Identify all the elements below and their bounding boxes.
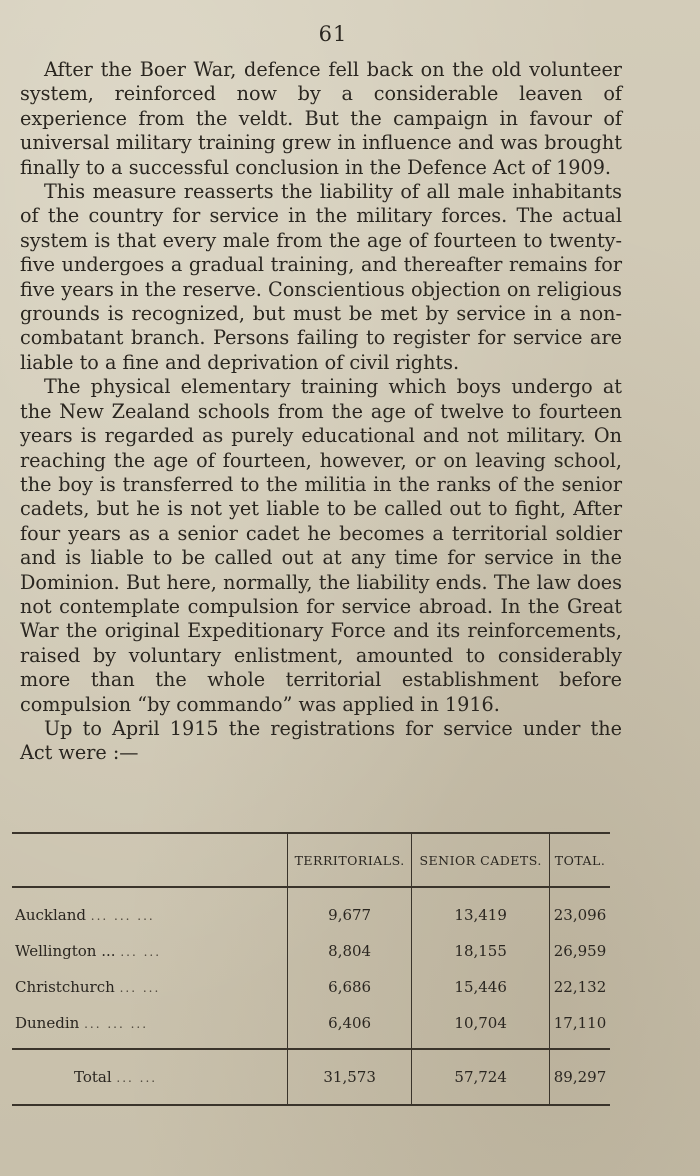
table-row <box>12 887 610 933</box>
row-label <box>12 1005 288 1049</box>
registrations-table <box>12 832 610 1106</box>
table-header-row <box>12 833 610 887</box>
cell-senior-cadets: 10,704 <box>412 1005 550 1049</box>
row-label <box>12 933 288 969</box>
paragraph: This measure reasserts the liability of all male inhabitants of the country for service in the military forces. The actual system is that every male from the age of fourteen to twenty-five undergoes a gradual training, and thereafter remains for five years in the reserve. Conscientious objection on religious grounds is recognized, but must be met by service in a non-combatant branch. Persons failing to register for service are liable to a fine and deprivation of civil rights. <box>20 180 622 374</box>
cell-territorials: 9,677 <box>288 887 412 933</box>
total-senior-cadets: 57,724 <box>412 1049 550 1105</box>
paragraph: Up to April 1915 the registrations for service under the Act were :— <box>20 716 622 765</box>
district-name: Wellington ... <box>15 942 116 960</box>
district-name: Auckland <box>15 906 86 924</box>
table-row <box>12 933 610 969</box>
row-label <box>12 887 288 933</box>
total-row <box>12 1049 610 1105</box>
cell-senior-cadets: 13,419 <box>412 887 550 933</box>
cell-total: 23,096 <box>550 887 610 933</box>
total-grand: 89,297 <box>550 1049 610 1105</box>
book-page <box>20 22 622 766</box>
header-senior-cadets: SENIOR CADETS. <box>412 833 550 887</box>
cell-territorials: 8,804 <box>288 933 412 969</box>
leader-dots: ... ... <box>119 981 161 995</box>
leader-dots: ... ... <box>120 945 162 959</box>
cell-senior-cadets: 15,446 <box>412 969 550 1005</box>
registrations-table-grid <box>12 832 610 1106</box>
leader-dots: ... ... ... <box>84 1017 149 1031</box>
cell-total: 22,132 <box>550 969 610 1005</box>
header-blank-cell <box>12 833 288 887</box>
page-number: 61 <box>318 22 348 46</box>
table-row <box>12 969 610 1005</box>
table-row <box>12 1005 610 1049</box>
cell-territorials: 6,686 <box>288 969 412 1005</box>
cell-senior-cadets: 18,155 <box>412 933 550 969</box>
district-name: Dunedin <box>15 1014 80 1032</box>
district-name: Christchurch <box>15 978 115 996</box>
header-total: TOTAL. <box>550 833 610 887</box>
leader-dots: ... ... <box>116 1071 158 1085</box>
total-name: Total <box>74 1068 112 1086</box>
header-territorials: TERRITORIALS. <box>288 833 412 887</box>
paragraph: The physical elementary training which boys undergo at the New Zealand schools from the age of twelve to fourteen years is regarded as purely educational and not military. On reaching the age of fourteen, however, or on leaving school, the boy is transferred to the militia in the ranks of the senior cadets, but he is not yet liable to be called out to fight, After four years as a senior cadet he becomes a territorial soldier and is liable to be called out at any time for service in the Dominion. But here, normally, the liability ends. The law does not contemplate compulsion for service abroad. In the Great War the original Expeditionary Force and its reinforcements, raised by voluntary enlistment, amounted to considerably more than the whole territorial establishment before compulsion “by commando” was applied in 1916. <box>20 375 622 716</box>
row-label <box>12 969 288 1005</box>
cell-total: 17,110 <box>550 1005 610 1049</box>
total-territorials: 31,573 <box>288 1049 412 1105</box>
cell-total: 26,959 <box>550 933 610 969</box>
total-label <box>12 1049 288 1105</box>
cell-territorials: 6,406 <box>288 1005 412 1049</box>
paragraph: After the Boer War, defence fell back on the old volunteer system, reinforced now by a considerable leaven of experience from the veldt. But the campaign in favour of universal military training grew in influence and was brought finally to a successful conclusion in the Defence Act of 1909. <box>20 58 622 179</box>
leader-dots: ... ... ... <box>90 909 155 923</box>
